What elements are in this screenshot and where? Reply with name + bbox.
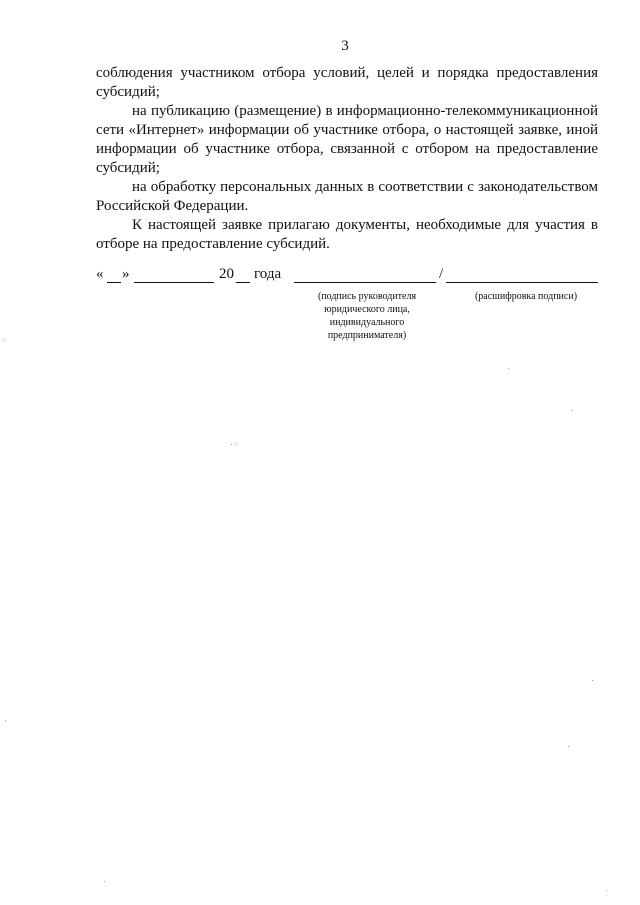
date-year-prefix: 20 xyxy=(219,266,234,282)
scan-speck xyxy=(236,444,237,445)
scan-speck xyxy=(572,410,573,411)
scan-speck xyxy=(568,746,569,747)
scan-speck xyxy=(592,680,593,681)
scan-speck xyxy=(231,444,232,445)
paragraph-personal-data-consent: на обработку персональных данных в соответствии с законодательством Российской Федерации. xyxy=(96,179,598,214)
signature-caption: (подпись руководителя юридического лица, индивидуального предпринимателя) xyxy=(317,291,417,341)
signature-decode-caption: (расшифровка подписи) xyxy=(474,291,578,302)
date-day-field[interactable] xyxy=(107,266,121,283)
date-quote-close: » xyxy=(122,266,130,282)
paragraph-continuation: соблюдения участником отбора условий, целей и порядка предоставления субсидий; xyxy=(96,65,598,100)
scan-speck xyxy=(104,881,105,882)
scan-speck xyxy=(606,890,607,891)
scan-speck xyxy=(5,720,6,721)
signature-separator: / xyxy=(439,266,444,282)
date-year-field[interactable] xyxy=(236,266,250,283)
document-body xyxy=(96,64,598,254)
date-year-suffix: года xyxy=(254,266,282,282)
date-month-field[interactable] xyxy=(134,266,214,283)
scan-speck xyxy=(508,368,509,369)
page-number: 3 xyxy=(341,38,349,54)
signature-block xyxy=(96,266,606,356)
signature-field[interactable] xyxy=(294,266,436,283)
paragraph-publication-consent: на публикацию (размещение) в информационно-телекоммуникационной сети «Интернет» информации об участнике отбора, о настоящей заявке, иной информации об участнике отбора, связанной с отбором на предоставление субсидий; xyxy=(96,103,598,176)
scan-speck xyxy=(4,340,5,341)
signature-decode-field[interactable] xyxy=(446,266,598,283)
date-quote-open: « xyxy=(96,266,104,282)
paragraph-attachments: К настоящей заявке прилагаю документы, необходимые для участия в отборе на предоставление субсидий. xyxy=(96,217,598,252)
